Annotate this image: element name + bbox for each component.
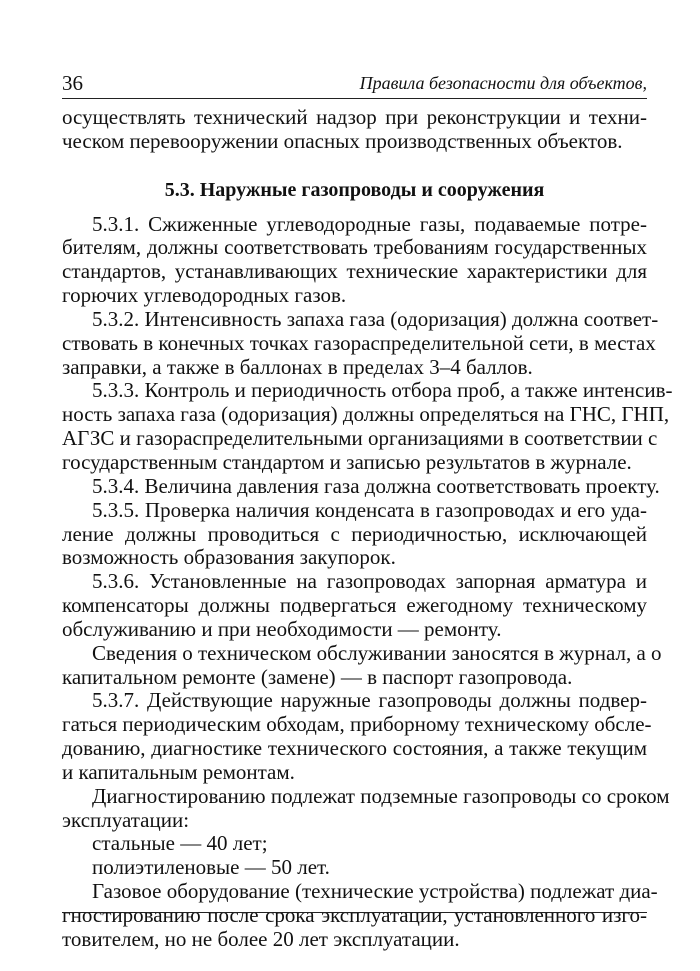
text-line: и капитальным ремонтам.	[62, 759, 295, 784]
text-line: стандартов, устанавливающих технические характеристики для	[62, 259, 647, 284]
running-title: Правила безопасности для объектов,	[359, 73, 647, 93]
text-line: товителем, но не более 20 лет эксплуатации.	[62, 926, 460, 951]
text-line: 5.3.1. Сжиженные углеводородные газы, подаваемые потре-	[92, 211, 647, 236]
text-line: 5.3.7. Действующие наружные газопроводы должны подвер-	[92, 688, 647, 713]
page-header	[62, 70, 647, 96]
text-line: эксплуатации:	[62, 807, 190, 832]
text-line: обслуживанию и при необходимости — ремонту.	[62, 616, 502, 641]
text-line: компенсаторы должны подвергаться ежегодному техническому	[62, 593, 647, 618]
text-line: государственным стандартом и записью результатов в журнале.	[62, 449, 632, 474]
list-item: стальные — 40 лет;	[92, 831, 268, 856]
text-line: заправки, а также в баллонах в пределах 3–4 баллов.	[62, 354, 533, 379]
text-line: осуществлять технический надзор при реконструкции и техни-	[62, 105, 647, 129]
text-line: 5.3.6. Установленные на газопроводах запорная арматура и	[92, 569, 647, 594]
text-line: Сведения о техническом обслуживании заносятся в журнал, а о	[92, 640, 662, 665]
text-line: ность запаха газа (одоризация) должны определяться на ГНС, ГНП,	[62, 402, 670, 427]
text-line: АГЗС и газораспределительными организациями в соответствии с	[62, 426, 658, 451]
text-line: 5.3.2. Интенсивность запаха газа (одоризация) должна соответ-	[92, 306, 659, 331]
text-line: гаться периодическим обходам, приборному техническому обсле-	[62, 712, 652, 737]
text-line: капитальном ремонте (замене) — в паспорт газопровода.	[62, 664, 573, 689]
text-line: дованию, диагностике технического состояния, а также текущим	[62, 736, 647, 761]
text-line: бителям, должны соответствовать требованиям государственных	[62, 235, 647, 260]
text-line: 5.3.3. Контроль и периодичность отбора проб, а также интенсив-	[92, 378, 673, 403]
body-text	[62, 105, 673, 952]
text-line: ческом перевооружении опасных производственных объектов.	[62, 128, 623, 153]
text-line: возможность образования закупорок.	[62, 545, 396, 570]
footer-rule	[62, 912, 647, 913]
text-line: Газовое оборудование (технические устройства) подлежат диа-	[92, 879, 658, 904]
text-line: ление должны проводиться с периодичностью, исключающей	[62, 521, 647, 546]
text-line: ствовать в конечных точках газораспределительной сети, в местах	[62, 330, 656, 355]
text-line: гностированию после срока эксплуатации, установленного изго-	[62, 903, 647, 927]
text-line: горючих углеводородных газов.	[62, 283, 347, 308]
text-line: 5.3.5. Проверка наличия конденсата в газопроводах и его уда-	[92, 497, 647, 522]
text-line: 5.3.4. Величина давления газа должна соответствовать проекту.	[92, 473, 660, 498]
header-rule	[62, 98, 647, 99]
list-item: полиэтиленовые — 50 лет.	[92, 855, 330, 880]
page-number: 36	[62, 71, 83, 95]
spacer	[62, 154, 647, 179]
text-line: Диагностированию подлежат подземные газопроводы со сроком	[92, 783, 670, 808]
section-heading: 5.3. Наружные газопроводы и сооружения	[164, 178, 545, 201]
